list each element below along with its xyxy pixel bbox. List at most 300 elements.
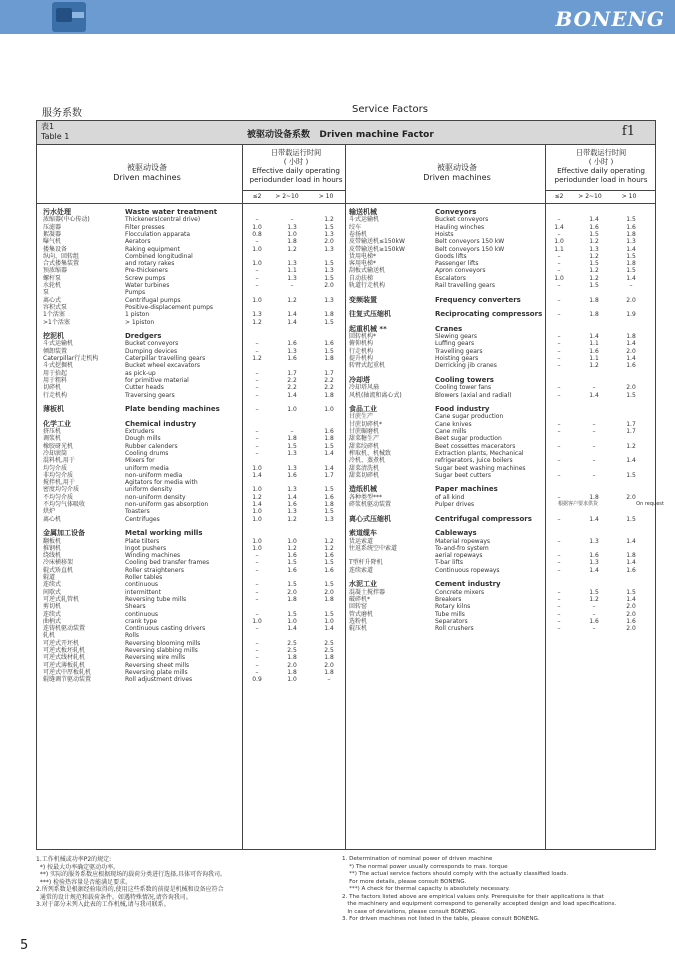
- table-row: [349, 421, 649, 428]
- factor-value: 1.0: [252, 260, 262, 268]
- table-label: 表1 Table 1: [41, 122, 70, 141]
- left-time-header: 日带载运行时间 ( 小时 ) Effective daily operating periodunder load in hours: [249, 148, 343, 184]
- row-label-zh: 混凝土搅拌器: [349, 588, 386, 596]
- row-label-en: Centrifuges: [125, 515, 160, 523]
- row-label-zh: 剪切机: [43, 603, 62, 611]
- factor-value: –: [255, 566, 259, 574]
- table-row: [43, 450, 343, 457]
- factor-value: 1.9: [626, 311, 636, 319]
- factor-value: –: [557, 493, 561, 501]
- factor-value: 1.4: [287, 311, 297, 319]
- row-label-en: Food industry: [435, 405, 490, 414]
- factor-value: –: [255, 661, 259, 669]
- row-label-en: Mixers for: [125, 457, 155, 465]
- factor-value: 1.2: [324, 216, 334, 224]
- row-label-zh: 纵向、回转组: [43, 252, 80, 260]
- row-label-en: Cooling drums: [125, 449, 169, 457]
- factor-value: 1.3: [324, 245, 334, 253]
- table-row: [43, 267, 343, 274]
- row-label-zh: 绕线机: [43, 552, 62, 560]
- factor-value: 1.0: [287, 617, 297, 625]
- table-row: [43, 282, 343, 289]
- factor-value: –: [557, 537, 561, 545]
- center-divider: [345, 145, 346, 849]
- row-label-en: Cooling towers: [435, 375, 494, 384]
- factor-value: 1.8: [324, 355, 334, 362]
- table-row: [43, 238, 343, 245]
- factor-value: –: [255, 267, 259, 275]
- row-label-en: uniform media: [125, 464, 169, 472]
- row-label-en: Combined longitudinal: [125, 252, 193, 260]
- factor-symbol: f1: [621, 124, 635, 139]
- table-row: [349, 238, 649, 245]
- row-label-en: intermittent: [125, 588, 161, 596]
- factor-value: –: [557, 515, 561, 523]
- factor-value: 1.6: [287, 566, 297, 574]
- row-label-en: Caterpillar travelling gears: [125, 355, 206, 362]
- row-label-en: Hauling winches: [435, 223, 485, 231]
- row-label-zh: 碎浆机驱动装置: [349, 501, 392, 508]
- factor-value: –: [255, 442, 259, 450]
- notes-en: 1. Determination of nominal power of driven machine *) The normal power usually corresponds to max. torque **) The actual service factors should comply with the actually classified loads. For more details, please consult BONENG. ***) A check for thermal capacity is absolutely necessary. 2. The factors listed above are empirical values only. Prerequisite for their applications is that the machinery and equipment correspond to generally accepted design and load specifications. In case of deviations, please consult BONENG. 3. For driven machines not listed in the table, please consult BONENG.: [342, 856, 617, 922]
- factor-value: 1.5: [626, 515, 636, 523]
- factor-value: 0.9: [252, 676, 262, 684]
- table-row: [43, 618, 343, 625]
- row-label-en: Extraction plants, Mechanical: [435, 449, 524, 457]
- factor-value: 2.2: [287, 384, 297, 392]
- table-title: 被驱动设备系数 Driven machine Factor: [247, 130, 434, 140]
- factor-value: 0.8: [252, 230, 262, 238]
- factor-value: 2.2: [324, 376, 334, 384]
- factor-value: –: [592, 442, 596, 450]
- row-label-zh: 榨取机、机械致: [349, 449, 392, 457]
- factor-value: 根据客户要求供货: [557, 501, 598, 507]
- factor-value: 1.5: [589, 260, 599, 268]
- row-label-zh: 提升机构: [349, 355, 374, 362]
- row-label-en: Cooling bed transfer frames: [125, 559, 210, 567]
- factor-value: 1.6: [589, 617, 599, 625]
- factor-value: 1.6: [626, 617, 636, 625]
- right-driven-header: 被驱动设备 Driven machines: [423, 163, 491, 182]
- row-label-zh: 刮板式输送机: [349, 267, 386, 275]
- factor-value: 1.6: [324, 340, 334, 348]
- factor-value: 1.6: [626, 362, 636, 370]
- table-row: [43, 676, 343, 683]
- row-label-zh: 选粉机: [349, 617, 368, 625]
- factor-value: –: [557, 617, 561, 625]
- factor-value: 1.3: [287, 464, 297, 472]
- service-factor-table: [36, 120, 664, 850]
- row-label-zh: 螺杆泵: [43, 274, 62, 282]
- row-label-en: Continuous ropeways: [435, 566, 500, 574]
- left-sub-1: ≤2: [252, 193, 262, 200]
- factor-value: 1.0: [252, 508, 262, 516]
- table-row: [43, 457, 343, 464]
- row-label-zh: 水泥工业: [349, 580, 377, 589]
- table-row: [43, 231, 343, 238]
- factor-value: –: [255, 406, 259, 414]
- factor-value: 1.6: [287, 552, 297, 560]
- table-row: [349, 545, 649, 552]
- factor-value: 1.2: [589, 252, 599, 260]
- row-label-en: Cement industry: [435, 580, 501, 589]
- row-label-zh: 曲柄式: [43, 617, 62, 625]
- row-label-en: Bucket conveyors: [435, 216, 489, 224]
- factor-value: 1.4: [626, 559, 636, 567]
- table-row: [349, 333, 649, 340]
- factor-value: 2.0: [324, 282, 334, 289]
- row-label-zh: 斗式挖掘机: [43, 362, 74, 370]
- factor-value: 1.0: [252, 223, 262, 231]
- table-row: [43, 384, 343, 391]
- factor-value: 1.6: [589, 347, 599, 355]
- factor-value: 1.2: [626, 442, 636, 450]
- factor-value: –: [592, 610, 596, 618]
- factor-value: –: [557, 391, 561, 399]
- row-label-zh: 曝气机: [43, 238, 62, 246]
- factor-value: 1.4: [324, 464, 334, 472]
- row-label-en: Metal working mills: [125, 529, 203, 538]
- factor-value: 1.3: [287, 449, 297, 457]
- row-label-zh: 挖泥机: [43, 332, 64, 341]
- factor-value: 1.5: [324, 442, 334, 450]
- factor-value: –: [557, 362, 561, 370]
- row-label-zh: 辊缝调节驱动装置: [43, 676, 92, 684]
- factor-value: 1.2: [252, 318, 262, 326]
- factor-value: –: [557, 428, 561, 435]
- factor-value: –: [592, 603, 596, 611]
- factor-value: 1.2: [324, 544, 334, 552]
- factor-value: 1.5: [324, 274, 334, 282]
- table-row: [349, 618, 649, 625]
- row-label-zh: >1个活塞: [43, 318, 70, 326]
- row-label-en: Bucket wheel excavators: [125, 362, 200, 370]
- factor-value: 1.5: [626, 252, 636, 260]
- row-label-en: Rolls: [125, 632, 140, 640]
- factor-value: 1.0: [252, 296, 262, 304]
- row-label-en: Cutter heads: [125, 384, 164, 392]
- factor-value: –: [255, 625, 259, 633]
- factor-value: –: [557, 588, 561, 596]
- factor-value: –: [557, 384, 561, 392]
- factor-value: –: [255, 216, 259, 224]
- factor-value: 1.5: [287, 559, 297, 567]
- row-label-en: Winding machines: [125, 552, 181, 560]
- table-row: [43, 516, 343, 523]
- row-label-en: Ingot pushers: [125, 544, 167, 552]
- table-row: [43, 348, 343, 355]
- factor-value: 1.4: [589, 566, 599, 574]
- factor-value: 1.8: [287, 654, 297, 662]
- table-row: [349, 253, 649, 260]
- factor-value: 1.8: [324, 595, 334, 603]
- factor-value: 1.4: [252, 501, 262, 508]
- table-row: [43, 552, 343, 559]
- table-row: [349, 530, 649, 537]
- factor-value: –: [255, 369, 259, 377]
- row-label-en: non-uniform gas absorption: [125, 501, 209, 508]
- row-label-zh: 索道缆车: [349, 529, 377, 538]
- table-row: [43, 654, 343, 661]
- row-label-zh: 货运索道: [349, 537, 374, 545]
- row-label-en: Reversing sheet mills: [125, 661, 190, 669]
- factor-value: 2.0: [324, 588, 334, 596]
- factor-value: 1.5: [589, 282, 599, 289]
- notes-zh: 1.工作机械或功率P2的规定: *) 按最大功率确定驱动功率。 **) 实际的服务系数应根据现场的载荷分类进行选择,具体可咨询我司。 ***) 检验热容量是否能满足要求。 2.所列系数是根据经验取得的,使用这些系数的前提是机械和设备应符合 通常的设计规范和载荷条件。如遇特殊情况,请咨询我司。 3.对于部分未列入此表的工作机械,请与我司联系。: [36, 856, 226, 908]
- factor-value: 1.5: [626, 471, 636, 479]
- table-row: [43, 486, 343, 493]
- factor-value: 1.6: [287, 340, 297, 348]
- row-label-zh: 变频装置: [349, 295, 377, 304]
- row-label-en: Hoists: [435, 230, 454, 238]
- row-label-en: Paper machines: [435, 485, 498, 494]
- factor-value: –: [255, 449, 259, 457]
- row-label-zh: 皮带输送机≥150kW: [349, 245, 405, 253]
- right-sub-2: > 2~10: [578, 193, 602, 200]
- row-label-zh: 用于拾起: [43, 369, 68, 377]
- factor-value: –: [255, 668, 259, 676]
- row-label-zh: 管式磨机: [349, 610, 374, 618]
- gearbox-logo-image: [52, 2, 86, 32]
- factor-value: 1.0: [287, 676, 297, 684]
- table-row: [349, 275, 649, 282]
- factor-value: –: [592, 428, 596, 435]
- table-row: [43, 479, 343, 486]
- factor-value: 2.0: [626, 603, 636, 611]
- factor-value: –: [592, 420, 596, 428]
- row-label-zh: 水轮机: [43, 282, 62, 289]
- table-row: [43, 340, 343, 347]
- table-row: [349, 377, 649, 384]
- factor-value: –: [557, 552, 561, 560]
- left-sub-3: > 10: [318, 193, 334, 200]
- table-row: [349, 501, 664, 508]
- row-label-en: as pick-up: [125, 369, 156, 377]
- table-title-bar: [37, 121, 655, 145]
- factor-value: –: [255, 647, 259, 654]
- factor-value: –: [557, 559, 561, 567]
- row-label-zh: 回转窑: [349, 603, 368, 611]
- factor-value: 1.8: [589, 296, 599, 304]
- factor-value: 1.3: [626, 238, 636, 246]
- row-label-en: T-bar lifts: [435, 559, 463, 567]
- factor-value: –: [290, 282, 294, 289]
- factor-value: 1.3: [324, 230, 334, 238]
- row-label-en: refrigerators, Juice boilers: [435, 457, 513, 465]
- row-label-zh: 皮带输送机≤150kW: [349, 238, 405, 246]
- row-label-zh: 甜菜清洗机: [349, 464, 380, 472]
- factor-value: 1.4: [626, 457, 636, 465]
- factor-value: 1.8: [324, 501, 334, 508]
- row-label-en: Rubber calenders: [125, 442, 178, 450]
- row-label-en: crank type: [125, 617, 158, 625]
- factor-value: 1.4: [589, 216, 599, 224]
- row-label-en: Screw pumps: [125, 274, 166, 282]
- factor-value: 1.5: [589, 588, 599, 596]
- row-label-en: non-uniform density: [125, 493, 186, 501]
- row-label-zh: 密度均匀介质: [43, 486, 80, 494]
- row-label-zh: 间歇式: [43, 588, 62, 596]
- row-label-zh: 翻板机: [43, 537, 62, 545]
- factor-value: 1.3: [287, 260, 297, 268]
- factor-value: 1.5: [589, 230, 599, 238]
- factor-value: 1.2: [589, 595, 599, 603]
- row-label-zh: 货用电梯*: [349, 252, 377, 260]
- factor-value: 1.8: [626, 333, 636, 341]
- factor-value: 1.5: [324, 260, 334, 268]
- row-label-zh: 往返系统空中索道: [349, 544, 398, 552]
- row-label-zh: 不均匀气体吸收: [43, 501, 86, 508]
- table-row: [349, 479, 649, 486]
- row-label-zh: 自动扶梯: [349, 274, 374, 282]
- table-row: [349, 494, 649, 501]
- factor-value: –: [255, 552, 259, 560]
- row-label-zh: 卷扬机: [349, 230, 368, 238]
- factor-value: 1.5: [324, 223, 334, 231]
- table-row: [43, 538, 343, 545]
- row-label-en: Extruders: [125, 428, 155, 435]
- factor-value: 1.5: [324, 318, 334, 326]
- factor-value: 2.0: [324, 238, 334, 246]
- table-row: [349, 348, 649, 355]
- factor-value: 1.6: [626, 223, 636, 231]
- factor-value: 1.5: [324, 347, 334, 355]
- row-label-zh: 回转机构*: [349, 333, 377, 341]
- table-row: [349, 596, 649, 603]
- factor-value: 1.2: [589, 362, 599, 370]
- row-label-zh: 风机(轴流和离心式): [349, 391, 402, 399]
- factor-value: 1.6: [324, 428, 334, 435]
- row-label-en: Flocculation apparata: [125, 230, 191, 238]
- factor-value: 1.8: [324, 391, 334, 399]
- factor-value: 1.8: [287, 435, 297, 443]
- factor-value: 1.5: [287, 581, 297, 589]
- table-row: [349, 392, 649, 399]
- factor-value: –: [557, 442, 561, 450]
- table-row: [43, 581, 343, 588]
- row-label-zh: 造纸机械: [349, 485, 377, 494]
- factor-value: –: [255, 639, 259, 647]
- row-label-en: Raking equipment: [125, 245, 180, 253]
- factor-value: 1.6: [589, 552, 599, 560]
- factor-value: –: [557, 333, 561, 341]
- row-label-en: Separators: [435, 617, 468, 625]
- factor-value: –: [592, 625, 596, 633]
- table-row: [43, 443, 343, 450]
- row-label-zh: 冷床横移架: [43, 559, 74, 567]
- factor-value: –: [255, 428, 259, 435]
- row-label-en: Plate bending machines: [125, 405, 220, 414]
- row-label-en: Slewing gears: [435, 333, 478, 341]
- row-label-zh: 冷机、蒸煮机: [349, 457, 386, 465]
- row-label-en: Cableways: [435, 529, 477, 538]
- row-label-zh: 不均匀介质: [43, 493, 74, 501]
- table-row: [349, 559, 649, 566]
- row-label-zh: 甘蔗生产: [349, 413, 374, 421]
- factor-value: –: [557, 595, 561, 603]
- table-row: [43, 640, 343, 647]
- row-label-zh: 1个活塞: [43, 311, 65, 319]
- table-row: [349, 581, 649, 588]
- factor-value: 1.7: [324, 369, 334, 377]
- row-label-en: Cane knives: [435, 420, 472, 428]
- factor-value: 1.4: [252, 471, 262, 479]
- factor-value: 1.6: [626, 566, 636, 574]
- table-row: [43, 465, 343, 472]
- factor-value: –: [255, 340, 259, 348]
- factor-value: 1.3: [287, 347, 297, 355]
- factor-value: 1.5: [324, 559, 334, 567]
- factor-value: 2.5: [287, 647, 297, 654]
- factor-value: –: [557, 216, 561, 224]
- row-label-zh: 倾卸装置: [43, 347, 68, 355]
- factor-value: 1.3: [589, 559, 599, 567]
- table-row: [43, 603, 343, 610]
- row-label-zh: 薄板机: [43, 405, 64, 414]
- table-row: [43, 355, 343, 362]
- table-row: [43, 333, 343, 340]
- factor-value: 1.2: [252, 493, 262, 501]
- factor-value: –: [557, 282, 561, 289]
- row-label-en: Rotary kilns: [435, 603, 471, 611]
- factor-value: 1.1: [287, 267, 297, 275]
- factor-value: –: [592, 457, 596, 465]
- table-row: [349, 516, 649, 523]
- row-label-zh: 甜菜绞碎机: [349, 442, 380, 450]
- table-row: [349, 443, 649, 450]
- factor-value: 1.6: [287, 471, 297, 479]
- row-label-zh: Caterpillar行走机构: [43, 355, 99, 362]
- row-label-zh: 转臂式起重机: [349, 362, 386, 370]
- row-label-zh: 甜菜切碎机: [349, 471, 380, 479]
- factor-value: 2.0: [324, 661, 334, 669]
- table-row: [349, 340, 649, 347]
- factor-value: 1.4: [589, 391, 599, 399]
- factor-value: 1.2: [287, 515, 297, 523]
- row-label-en: Waste water treatment: [125, 208, 218, 216]
- row-label-en: Chemical industry: [125, 419, 197, 428]
- table-row: [349, 216, 649, 223]
- row-label-en: Filter presses: [125, 223, 165, 231]
- factor-value: 1.8: [626, 260, 636, 268]
- row-label-en: Frequency converters: [435, 295, 521, 304]
- right-sub-1: ≤2: [554, 193, 564, 200]
- row-label-zh: 化学工业: [43, 419, 71, 428]
- row-label-en: Breakers: [435, 595, 462, 603]
- row-label-en: Cooling tower fans: [435, 384, 492, 392]
- factor-value: 1.2: [324, 537, 334, 545]
- row-label-zh: 轨道行走机构: [349, 282, 386, 289]
- row-label-en: Cane mills: [435, 428, 467, 435]
- row-label-zh: 连续式: [43, 610, 62, 618]
- header-divider: [37, 203, 655, 204]
- row-label-zh: 行走机构: [349, 347, 374, 355]
- row-label-zh: 甘蔗碾磨机: [349, 428, 380, 435]
- table-row: [43, 311, 343, 318]
- row-label-en: Pulper drives: [435, 501, 475, 508]
- row-label-en: Bucket conveyors: [125, 340, 179, 348]
- row-label-en: Aerators: [125, 238, 151, 246]
- factor-value: 1.8: [287, 595, 297, 603]
- row-label-zh: 搅拌机,用于: [43, 479, 75, 487]
- page-number: 5: [20, 938, 29, 953]
- row-label-zh: 辊压机: [349, 625, 368, 633]
- row-label-zh: 离心式: [43, 296, 62, 304]
- factor-value: 1.4: [626, 595, 636, 603]
- right-sub-3: > 10: [621, 193, 637, 200]
- table-row: [43, 275, 343, 282]
- row-label-en: aerial ropeways: [435, 552, 483, 560]
